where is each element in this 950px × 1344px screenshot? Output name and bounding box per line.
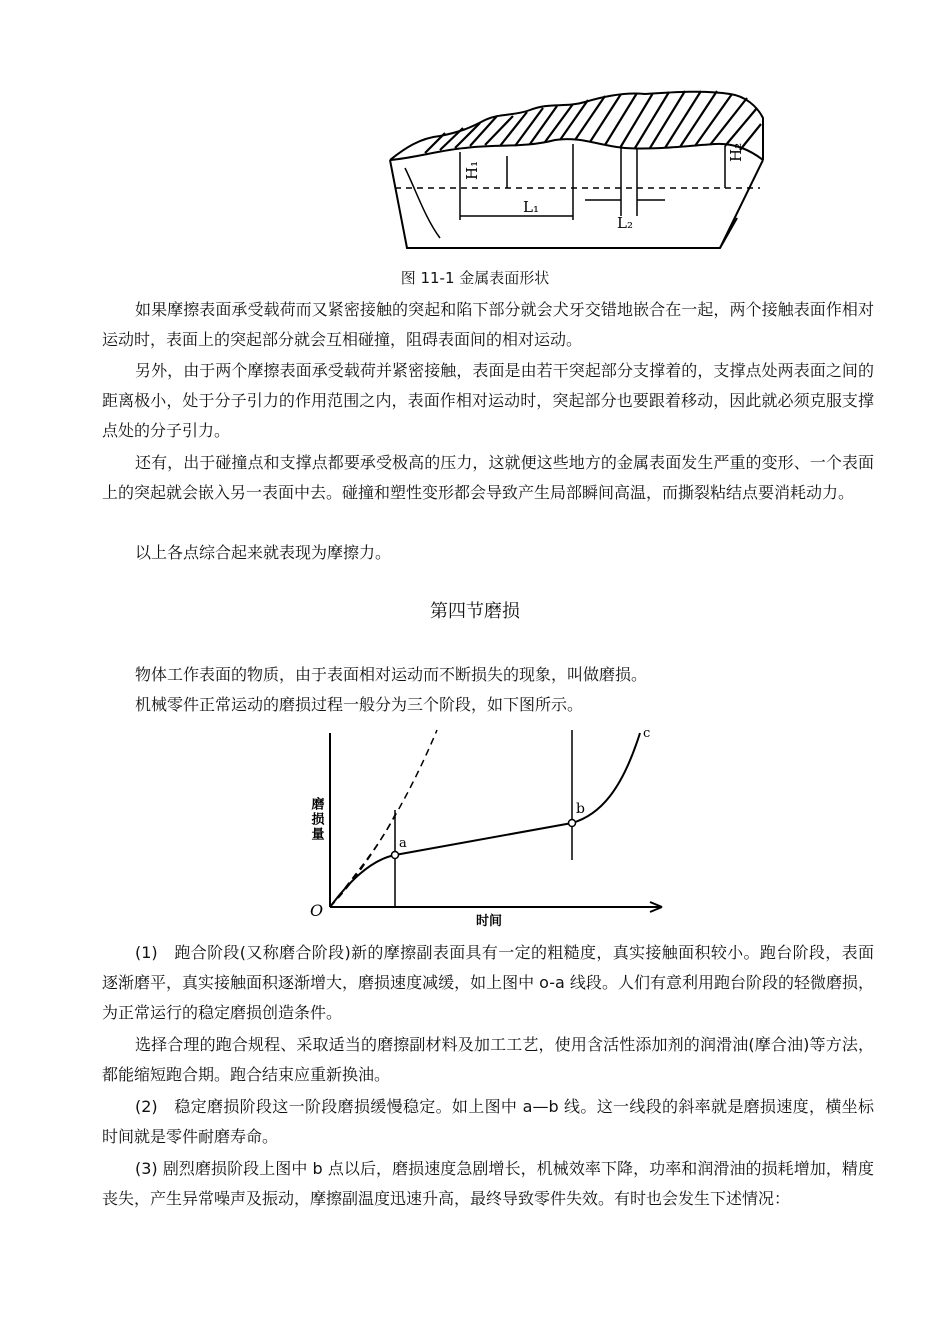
origin-label: O [310,901,324,920]
point-b [569,820,576,827]
figure-caption: 图 11-1 金属表面形状 [400,269,550,287]
wear-curve-figure [300,725,690,930]
paragraph-1: 如果摩擦表面承受载荷而又紧密接触的突起和陷下部分就会犬牙交错地嵌合在一起，两个接触表面作相对运动时，表面上的突起部分就会互相碰撞，阻碍表面间的相对运动。 [102,300,874,349]
paragraph-4: 以上各点综合起来就表现为摩擦力。 [135,543,392,562]
intro-paragraph-1: 物体工作表面的物质，由于表面相对运动而不断损失的现象，叫做磨损。 [135,665,648,684]
h2-label: H₂ [727,142,745,162]
section-title: 第四节磨损 [430,601,520,622]
stage-3-paragraph: (3) 剧烈磨损阶段上图中 b 点以后，磨损速度急剧增长，机械效率下降，功率和润滑油的损耗增加，精度丧失，产生异常噪声及振动，摩擦副温度迅速升高，最终导致零件失效。有时也会发生下述情况： [102,1159,874,1208]
l1-label: L₁ [523,198,539,216]
l2-label: L₂ [617,214,633,232]
point-c-label: c [643,726,651,741]
y-axis-label: 磨损量 [308,797,324,842]
stage-1-note-paragraph: 选择合理的跑合规程、采取适当的磨擦副材料及加工工艺，使用含活性添加剂的润滑油(摩合油)等方法，都能缩短跑合期。跑合结束应重新换油。 [102,1035,874,1084]
paragraph-3: 还有，出于碰撞点和支撑点都要承受极高的压力，这就便这些地方的金属表面发生严重的变形、一个表面上的突起就会嵌入另一表面中去。碰撞和塑性变形都会导致产生局部瞬间高温，而撕裂粘结点要消耗动力。 [102,453,874,502]
point-a-label: a [399,836,407,851]
x-axis-label: 时间 [476,914,503,929]
h1-label: H₁ [463,160,481,180]
metal-surface-figure [385,88,770,256]
intro-paragraph-2: 机械零件正常运动的磨损过程一般分为三个阶段，如下图所示。 [135,695,584,714]
point-b-label: b [576,801,585,817]
paragraph-2: 另外，由于两个摩擦表面承受载荷并紧密接触，表面是由若干突起部分支撑着的，支撑点处两表面之间的距离极小，处于分子引力的作用范围之内，表面作相对运动时，突起部分也要跟着移动，因此就必须克服支撑点处的分子引力。 [102,361,874,440]
point-a [392,852,399,859]
wear-curve [330,733,640,907]
stage-2-paragraph: (2) 稳定磨损阶段这一阶段磨损缓慢稳定。如上图中 a—b 线。这一线段的斜率就是磨损速度，横坐标时间就是零件耐磨寿命。 [102,1097,874,1146]
stage-1-paragraph: (1) 跑合阶段(又称磨合阶段)新的摩擦副表面具有一定的粗糙度，真实接触面积较小。跑台阶段，表面逐渐磨平，真实接触面积逐渐增大，磨损速度减缓，如上图中 o-a 线段。人们有意利用跑台阶段的轻微磨损，为正常运行的稳定磨损创造条件。 [102,943,874,1022]
